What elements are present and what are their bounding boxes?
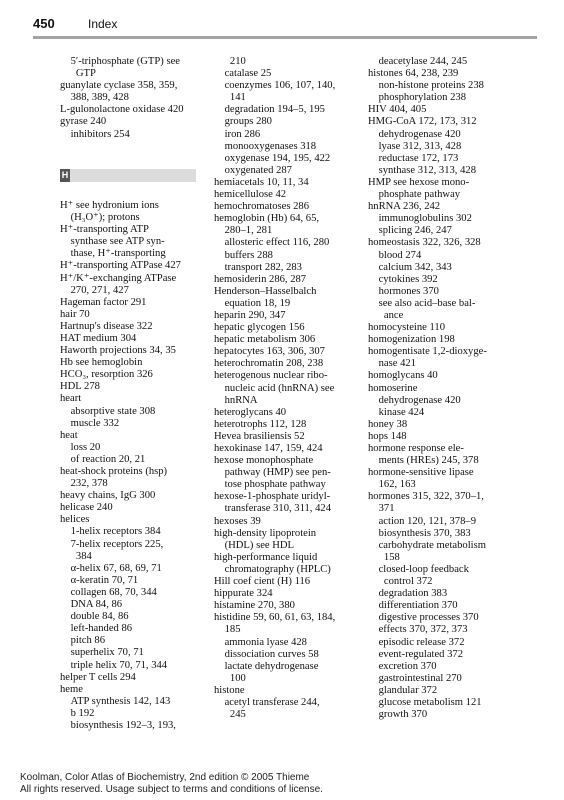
index-entry-line: heavy chains, IgG 300 <box>60 490 156 502</box>
index-entry-line: episodic release 372 <box>368 636 465 648</box>
index-entry-line: homeostasis 322, 326, 328 <box>368 237 481 249</box>
index-entry-line: acetyl transferase 244, <box>214 696 320 708</box>
index-entry-line: b 192 <box>60 707 95 719</box>
index-entry-line: Hill coef cient (H) 116 <box>214 576 311 588</box>
index-entry-line: HIV 404, 405 <box>368 104 427 116</box>
index-entry-line: Henderson–Hasselbalch <box>214 285 317 297</box>
index-entry-line: H⁺-transporting ATPase 427 <box>60 260 181 272</box>
index-entry-line: coenzymes 106, 107, 140, <box>214 80 336 92</box>
index-entry-line: HAT medium 304 <box>60 332 137 344</box>
index-entry-line: α-keratin 70, 71 <box>60 574 139 586</box>
index-entry-line: 162, 163 <box>368 479 416 491</box>
index-entry-line: homoglycans 40 <box>368 370 438 382</box>
index-entry-line: ATP synthesis 142, 143 <box>60 695 171 707</box>
index-entry-line: α-helix 67, 68, 69, 71 <box>60 562 162 574</box>
index-entry-line: immunoglobulins 302 <box>368 213 472 225</box>
index-entry-line: 384 <box>60 550 92 562</box>
index-entry-line: homocysteine 110 <box>368 322 445 334</box>
copyright-footer <box>20 772 323 796</box>
index-entry-line: homoserine <box>368 382 418 394</box>
index-entry-line: heparin 290, 347 <box>214 309 286 321</box>
index-entry-line: ments (HREs) 245, 378 <box>368 455 479 467</box>
index-entry-line: allosteric effect 116, 280 <box>214 237 330 249</box>
index-entry-line: loss 20 <box>60 441 101 453</box>
footer-line-1: Koolman, Color Atlas of Biochemistry, 2nd edition © 2005 Thieme <box>20 772 310 783</box>
page-header <box>33 14 537 39</box>
index-entry-line: 5′-triphosphate (GTP) see <box>60 56 180 67</box>
index-entry-line: degradation 194–5, 195 <box>214 104 325 116</box>
index-entry-line: hexokinase 147, 159, 424 <box>214 443 323 454</box>
index-entry-line: hair 70 <box>60 308 90 320</box>
index-entry-line: HCO₃, resorption 326 <box>60 369 153 381</box>
index-entry-line: hexose-1-phosphate uridyl- <box>214 491 331 503</box>
index-entry-line: buffers 288 <box>214 249 273 261</box>
index-entry-line: H⁺ see hydronium ions <box>60 199 159 211</box>
index-entry-line: pathway (HMP) see pen- <box>214 467 331 479</box>
index-entry-line: dissociation curves 58 <box>214 648 319 660</box>
section-letter-bar <box>60 169 196 182</box>
index-entry-line: HDL 278 <box>60 381 100 393</box>
index-entry-line: 245 <box>214 709 246 721</box>
index-entry-line: hormone response ele- <box>368 443 464 454</box>
index-entry-line: hepatic metabolism 306 <box>214 334 316 346</box>
index-entry-line: 371 <box>368 503 395 515</box>
index-entry-line: heat-shock proteins (hsp) <box>60 466 168 477</box>
index-entry-line: hormone-sensitive lipase <box>368 467 474 479</box>
index-entry-line: oxygenated 287 <box>214 164 292 176</box>
index-entry-line: deacetylase 244, 245 <box>368 56 468 67</box>
index-entry-line: hemicellulose 42 <box>214 189 287 201</box>
index-entry-line: hormones 315, 322, 370–1, <box>368 491 484 503</box>
index-column-1 <box>60 56 210 732</box>
index-entry-line: 7-helix receptors 225, <box>60 538 164 550</box>
index-entry-line: GTP <box>60 68 96 80</box>
index-entry-line: HMP see hexose mono- <box>368 176 470 188</box>
index-entry-line: heterochromatin 208, 238 <box>214 358 324 370</box>
index-entry-line: see also acid–base bal- <box>368 297 476 309</box>
index-entry-line: reductase 172, 173 <box>368 152 459 164</box>
index-entry-line: hemiacetals 10, 11, 34 <box>214 176 309 188</box>
index-entry-line: hemoglobin (Hb) 64, 65, <box>214 213 320 225</box>
index-entry-line: hexoses 39 <box>214 515 261 527</box>
index-entry-line: Hartnup's disease 322 <box>60 320 153 332</box>
index-entry-line: biosynthesis 192–3, 193, <box>60 719 176 731</box>
index-entry-line: control 372 <box>368 576 433 588</box>
index-entry-line: nase 421 <box>368 358 416 370</box>
index-entry-line: hemosiderin 286, 287 <box>214 273 307 285</box>
index-entry-line: differentiation 370 <box>368 600 458 612</box>
index-entry-line: superhelix 70, 71 <box>60 647 144 659</box>
index-entry-line: lactate dehydrogenase <box>214 660 319 672</box>
index-entry-line: guanylate cyclase 358, 359, <box>60 80 178 92</box>
index-entry-line: hormones 370 <box>368 285 439 297</box>
index-entry-line: pitch 86 <box>60 635 106 647</box>
index-entry-line: histamine 270, 380 <box>214 600 295 612</box>
index-entry-line: gyrase 240 <box>60 116 107 128</box>
index-entry-line: transferase 310, 311, 424 <box>214 503 331 515</box>
page-number: 450 <box>33 16 55 31</box>
index-entry-line: triple helix 70, 71, 344 <box>60 659 168 671</box>
index-entry-line: left-handed 86 <box>60 623 133 635</box>
index-entry-line: Hageman factor 291 <box>60 296 147 308</box>
index-entry-line: excretion 370 <box>368 660 437 672</box>
index-entry-line: phosphorylation 238 <box>368 92 466 104</box>
index-entry-line: histone <box>214 684 245 696</box>
index-entry-line: H⁺/K⁺-exchanging ATPase <box>60 272 177 284</box>
index-entry-line: tose phosphate pathway <box>214 479 326 491</box>
index-entry-line: calcium 342, 343 <box>368 261 452 273</box>
index-entry-line: biosynthesis 370, 383 <box>368 527 471 539</box>
index-entry-line: histones 64, 238, 239 <box>368 68 459 80</box>
index-entry-line: 141 <box>214 92 246 104</box>
index-entry-line: heteroglycans 40 <box>214 406 287 418</box>
index-entry-line: synthase see ATP syn- <box>60 236 165 248</box>
index-entry-line: hepatic glycogen 156 <box>214 322 305 334</box>
index-entry-line: action 120, 121, 378–9 <box>368 515 476 527</box>
index-entry-line: event-regulated 372 <box>368 648 464 660</box>
index-entry-line: hemochromatoses 286 <box>214 201 310 213</box>
index-entry-line: degradation 383 <box>368 588 448 600</box>
footer-line-2: All rights reserved. Usage subject to terms and conditions of license. <box>20 784 323 795</box>
index-entry-line: 1-helix receptors 384 <box>60 526 161 538</box>
index-column-2 <box>214 56 364 721</box>
index-entry-line: splicing 246, 247 <box>368 225 452 237</box>
index-column-3 <box>368 56 526 721</box>
index-entry-line: (H₃O⁺); protons <box>60 212 140 224</box>
index-entry-line: carbohydrate metabolism <box>368 539 486 551</box>
index-entry-line: kinase 424 <box>368 406 425 418</box>
index-entry-line: cytokines 392 <box>368 273 438 285</box>
index-entry-line: Hb see hemoglobin <box>60 357 143 369</box>
index-entry-line: dehydrogenase 420 <box>368 394 461 406</box>
index-entry-line: double 84, 86 <box>60 611 129 623</box>
index-entry-line: (HDL) see HDL <box>214 539 295 551</box>
index-entry-line: ance <box>368 309 404 321</box>
index-entry-line: hops 148 <box>368 430 407 442</box>
index-entry-line: 210 <box>214 56 246 67</box>
index-entry-line: closed-loop feedback <box>368 563 469 575</box>
index-entry-line: ammonia lyase 428 <box>214 636 307 648</box>
index-entry-line: 388, 389, 428 <box>60 92 129 104</box>
index-entry-line: heterogenous nuclear ribo- <box>214 370 328 382</box>
index-entry-line: growth 370 <box>368 709 428 721</box>
index-entry-line: helper T cells 294 <box>60 671 136 683</box>
index-entry-line: muscle 332 <box>60 417 120 429</box>
index-entry-line: high-performance liquid <box>214 551 318 563</box>
index-entry-line: groups 280 <box>214 116 272 128</box>
index-entry-line: hnRNA 236, 242 <box>368 201 441 213</box>
index-entry-line: heart <box>60 393 82 405</box>
index-entry-line <box>60 141 210 153</box>
index-entry-line: monooxygenases 318 <box>214 140 317 152</box>
index-entry-line: Haworth projections 34, 35 <box>60 345 176 357</box>
index-entry-line: non-histone proteins 238 <box>368 80 484 92</box>
index-entry-line: hnRNA <box>214 394 258 406</box>
index-entry-line: glucose metabolism 121 <box>368 696 482 708</box>
index-entry-line: DNA 84, 86 <box>60 599 123 611</box>
index-entry-line: of reaction 20, 21 <box>60 453 146 465</box>
index-entry-line: homogenization 198 <box>368 334 455 346</box>
index-entry-line: synthase 312, 313, 428 <box>368 164 476 176</box>
index-entry-line: hexose monophosphate <box>214 455 314 467</box>
index-entry-line: inhibitors 254 <box>60 128 130 140</box>
index-entry-line: effects 370, 372, 373 <box>368 624 468 636</box>
index-entry-line: Hevea brasiliensis 52 <box>214 430 305 442</box>
index-entry-line: chromatography (HPLC) <box>214 563 331 575</box>
index-entry-line: honey 38 <box>368 418 408 430</box>
running-head-title: Index <box>88 17 118 31</box>
index-entry-line <box>60 188 210 200</box>
index-entry-line: glandular 372 <box>368 684 438 696</box>
index-entry-line: helices <box>60 514 90 526</box>
index-entry-line: 280–1, 281 <box>214 225 273 237</box>
index-entry-line: blood 274 <box>368 249 422 261</box>
index-entry-line: phosphate pathway <box>368 189 461 201</box>
index-entry-line: 270, 271, 427 <box>60 284 129 296</box>
index-entry-line: helicase 240 <box>60 502 113 514</box>
index-entry-line: equation 18, 19 <box>214 297 291 309</box>
index-entry-line: heme <box>60 683 83 695</box>
index-entry-line: hippurate 324 <box>214 588 273 600</box>
index-entry-line: heterotrophs 112, 128 <box>214 418 307 430</box>
index-entry-line: dehydrogenase 420 <box>368 128 461 140</box>
index-entry-line: gastrointestinal 270 <box>368 672 462 684</box>
index-entry-line: iron 286 <box>214 128 261 140</box>
index-entry-line: 100 <box>214 672 246 684</box>
index-entry-line: L-gulonolactone oxidase 420 <box>60 104 184 116</box>
index-entry-line: nucleic acid (hnRNA) see <box>214 382 335 394</box>
index-entry-line: homogentisate 1,2-dioxyge- <box>368 346 487 358</box>
index-entry-line: thase, H⁺-transporting <box>60 248 166 260</box>
index-entry-line: high-density lipoprotein <box>214 527 317 539</box>
index-entry-line: histidine 59, 60, 61, 63, 184, <box>214 612 336 624</box>
index-entry-line: HMG-CoA 172, 173, 312 <box>368 116 477 128</box>
index-entry-line: 232, 378 <box>60 478 108 490</box>
index-entry-line: lyase 312, 313, 428 <box>368 140 462 152</box>
index-entry-line: absorptive state 308 <box>60 405 156 417</box>
index-entry-line: heat <box>60 429 78 441</box>
index-entry-line: hepatocytes 163, 306, 307 <box>214 346 325 358</box>
index-entry-line: H⁺-transporting ATP <box>60 224 149 236</box>
index-entry-line <box>60 153 210 165</box>
index-entry-line: collagen 68, 70, 344 <box>60 586 157 598</box>
index-entry-line: 158 <box>368 551 400 563</box>
index-entry-line: oxygenase 194, 195, 422 <box>214 152 331 164</box>
section-letter: H <box>61 169 69 180</box>
index-entry-line: digestive processes 370 <box>368 612 479 624</box>
index-entry-line: 185 <box>214 624 241 636</box>
index-entry-line: catalase 25 <box>214 68 272 80</box>
index-entry-line: transport 282, 283 <box>214 261 302 273</box>
